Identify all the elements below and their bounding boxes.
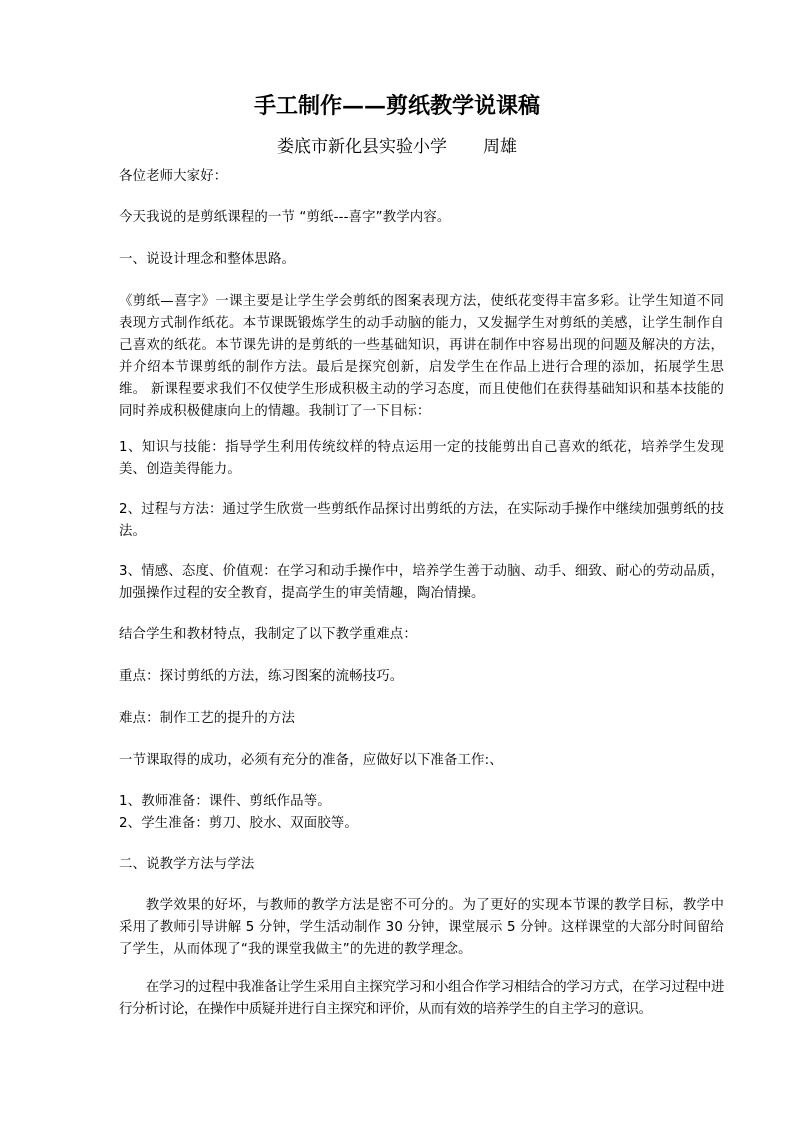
goal-emotion-paragraph: 3、情感、态度、价值观：在学习和动手操作中，培养学生善于动脑、动手、细致、耐心的劳动品质，加强操作过程的安全教育，提高学生的审美情趣，陶冶情操。 (119, 564, 724, 601)
section-heading-methods: 二、说教学方法与学法 (119, 857, 255, 872)
intro-paragraph: 今天我说的是剪纸课程的一节 “剪纸---喜字”教学内容。 (119, 210, 451, 225)
author-line (0, 136, 794, 158)
difficulty-paragraph: 难点：制作工艺的提升的方法 (119, 711, 296, 726)
key-point-paragraph: 重点：探讨剪纸的方法，练习图案的流畅技巧。 (119, 669, 404, 684)
learning-method-paragraph: 在学习的过程中我准备让学生采用自主探究学习和小组合作学习相结合的学习方式，在学习过程中进行分析讨论，在操作中质疑并进行自主探究和评价，从而有效的培养学生的自主学习的意识。 (119, 980, 724, 1017)
author-school: 娄底市新化县实验小学 (277, 137, 447, 157)
key-points-intro: 结合学生和教材特点，我制定了以下教学重难点： (119, 627, 417, 642)
author-name: 周雄 (483, 137, 517, 157)
teaching-method-paragraph: 教学效果的好坏，与教师的教学方法是密不可分的。为了更好的实现本节课的教学目标，教学中采用了教师引导讲解 5 分钟，学生活动制作 30 分钟，课堂展示 5 分钟。这样课堂的大部分时间留给了学生，从而体现了“我的课堂我做主”的先进的教学理念。 (119, 898, 724, 957)
goal-knowledge-paragraph: 1、知识与技能：指导学生利用传统纹样的特点运用一定的技能剪出自己喜欢的纸花，培养学生发现美、创造美得能力。 (119, 440, 724, 477)
section-heading-design: 一、说设计理念和整体思路。 (119, 252, 296, 267)
teacher-preparation: 1、教师准备：课件、剪纸作品等。 (119, 794, 331, 809)
document-title: 手工制作——剪纸教学说课稿 (253, 93, 540, 119)
preparation-intro: 一节课取得的成功，必须有充分的准备，应做好以下准备工作:、 (119, 753, 503, 768)
design-concept-paragraph: 《剪纸—喜字》一课主要是让学生学会剪纸的图案表现方法，使纸花变得丰富多彩。让学生知道不同表现方式制作纸花。本节课既锻炼学生的动手动脑的能力，又发掘学生对剪纸的美感，让学生制作自己喜欢的纸花。本节课先讲的是剪纸的一些基础知识，再讲在制作中容易出现的问题及解决的方法，并介绍本节课剪纸的制作方法。最后是探究创新，启发学生在作品上进行合理的添加，拓展学生思维。 新课程要求我们不仅使学生形成积极主动的学习态度，而且使他们在获得基础知识和基本技能的同时养成积极健康向上的情趣。我制订了一下目标： (119, 294, 724, 419)
goal-process-paragraph: 2、过程与方法：通过学生欣赏一些剪纸作品探讨出剪纸的方法，在实际动手操作中继续加强剪纸的技法。 (119, 502, 724, 539)
student-preparation: 2、学生准备：剪刀、胶水、双面胶等。 (119, 816, 358, 831)
greeting-paragraph: 各位老师大家好： (119, 169, 228, 184)
